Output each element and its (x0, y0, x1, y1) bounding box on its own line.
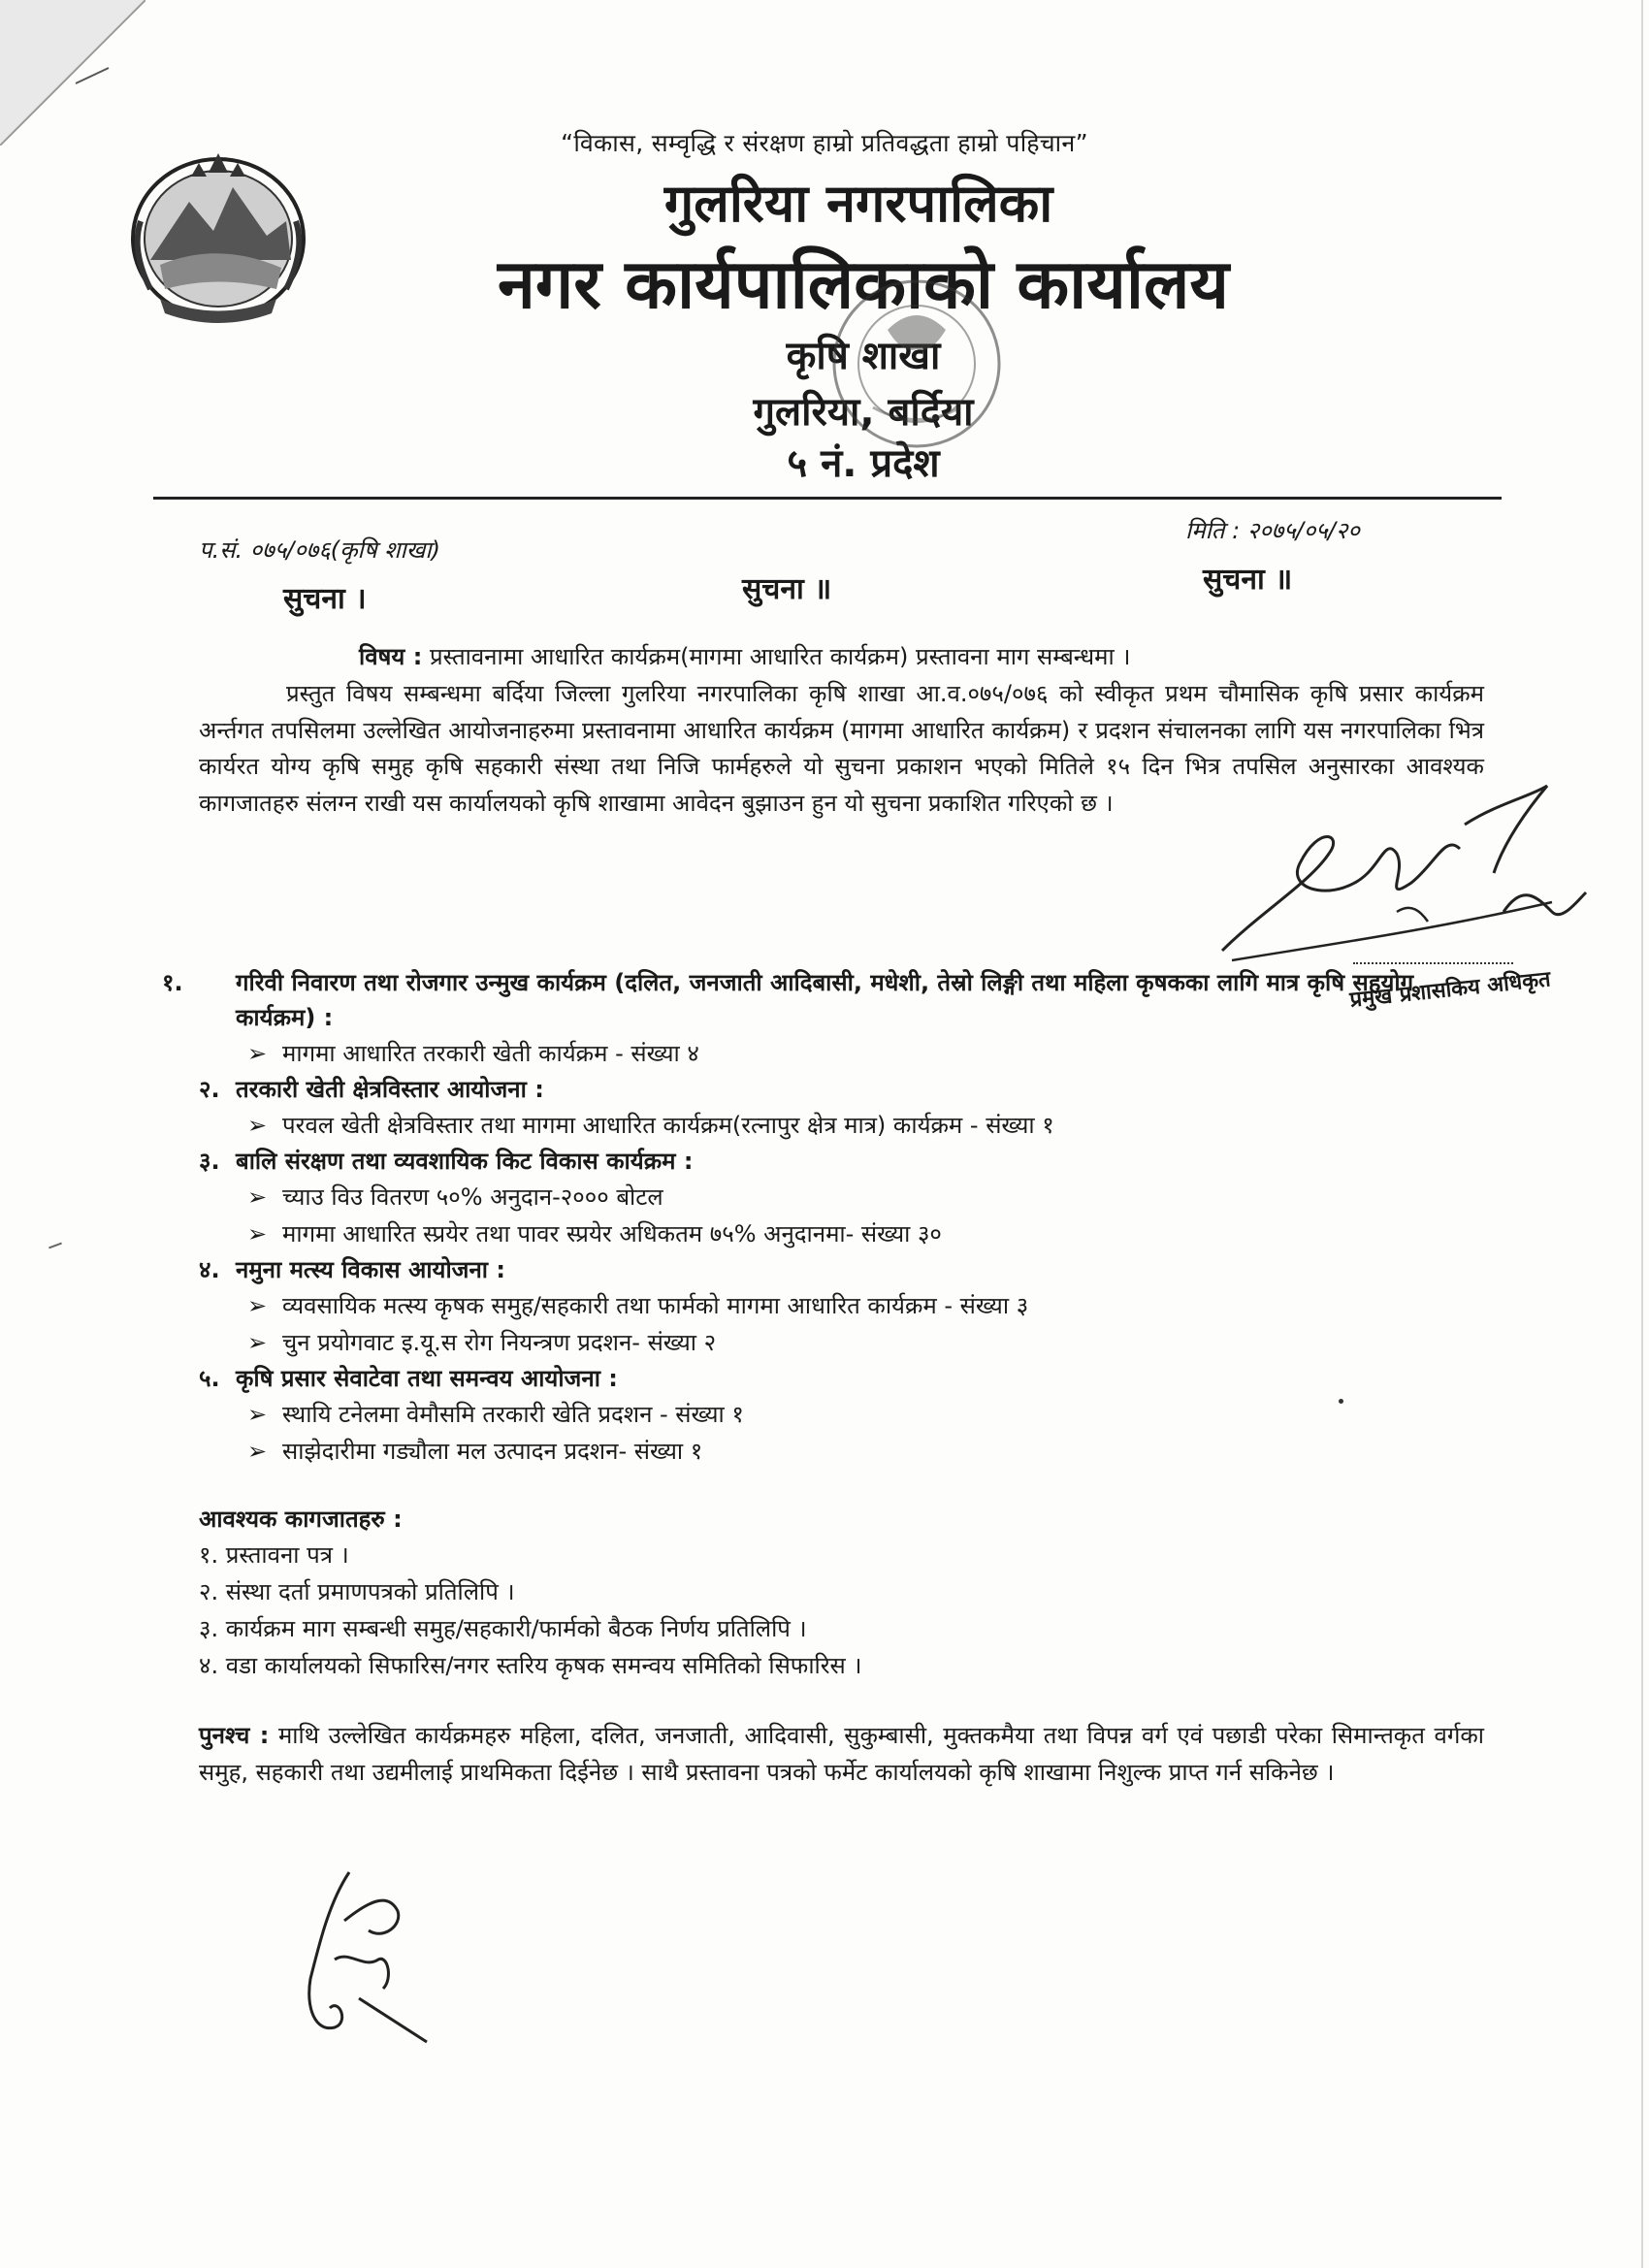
reference-number: प.सं. ०७५/०७६(कृषि शाखा) (199, 536, 440, 564)
program-heading (199, 1361, 1508, 1396)
arrow-bullet-icon: ➢ (247, 1040, 268, 1067)
program-title: कृषि प्रसार सेवाटेवा तथा समन्वय आयोजना : (236, 1365, 618, 1392)
program-item-text: परवल खेती क्षेत्रविस्तार तथा मागमा आधारित कार्यक्रम(रत्नापुर क्षेत्र मात्र) कार्यक्रम - संख्या १ (282, 1112, 1054, 1139)
program-item-text: मागमा आधारित तरकारी खेती कार्यक्रम - संख्या ४ (282, 1040, 699, 1067)
program-block (199, 1252, 1508, 1361)
postscript-text: माथि उल्लेखित कार्यक्रमहरु महिला, दलित, जनजाती, आदिवासी, सुकुम्बासी, मुक्तकमैया तथा विपन्न वर्ग एवं पछाडी परेका सिमान्तकृत वर्गका समुह, सहकारी तथा उद्यमीलाई प्राथमिकता दिईनेछ । साथै प्रस्तावना पत्रको फर्मेट कार्यालयको कृषि शाखामा निशुल्क प्राप्त गर्न सकिनेछ । (199, 1722, 1484, 1786)
program-title: बालि संरक्षण तथा व्यवशायिक किट विकास कार्यक्रम : (236, 1148, 694, 1175)
required-documents (199, 1502, 1508, 1684)
program-item (199, 1396, 1508, 1433)
program-item-text: चुन प्रयोगवाट इ.यू.स रोग नियन्त्रण प्रदशन- संख्या २ (282, 1329, 717, 1356)
program-item (199, 1035, 1508, 1072)
office-seal-stamp (815, 262, 1018, 466)
program-block (199, 1361, 1508, 1470)
office-name: नगर कार्यपालिकाको कार्यालय (497, 244, 1230, 324)
program-heading (199, 1072, 1508, 1107)
document-item: २. संस्था दर्ता प्रमाणपत्रको प्रतिलिपि । (199, 1578, 515, 1605)
program-block (162, 965, 1508, 1072)
program-heading (199, 1252, 1508, 1287)
program-item-text: स्थायि टनेलमा वेमौसमि तरकारी खेति प्रदशन - संख्या १ (282, 1401, 744, 1428)
program-block (199, 1072, 1508, 1144)
subject-text: प्रस्तावनामा आधारित कार्यक्रम(मागमा आधारित कार्यक्रम) प्रस्तावना माग सम्बन्धमा । (429, 643, 1131, 670)
subject-line (359, 640, 1130, 672)
arrow-bullet-icon: ➢ (247, 1401, 268, 1428)
arrow-bullet-icon: ➢ (247, 1292, 268, 1319)
documents-heading: आवश्यक कागजातहरु : (199, 1506, 403, 1533)
program-list (162, 965, 1508, 1470)
program-block (199, 1144, 1508, 1252)
handwritten-signature (1203, 766, 1591, 989)
program-item (199, 1287, 1508, 1324)
program-item-text: मागमा आधारित स्प्रयेर तथा पावर स्प्रयेर अधिकतम ७५% अनुदानमा- संख्या ३० (282, 1220, 942, 1247)
arrow-bullet-icon: ➢ (247, 1183, 268, 1211)
document-item: १. प्रस्तावना पत्र । (199, 1541, 349, 1569)
issue-date: मिति : २०७५/०५/२० (1185, 517, 1360, 544)
postscript-label: पुनश्च : (199, 1722, 270, 1749)
program-item-text: च्याउ विउ वितरण ५०% अनुदान-२००० बोटल (282, 1183, 663, 1211)
header-divider (153, 497, 1502, 500)
program-number: ५. (199, 1365, 220, 1392)
program-title: तरकारी खेती क्षेत्रविस्तार आयोजना : (236, 1076, 544, 1103)
program-title: गरिवी निवारण तथा रोजगार उन्मुख कार्यक्रम (दलित, जनजाती आदिबासी, मधेशी, तेस्रो लिङ्गी तथा महिला कृषकका लागि मात्र कृषि सहयोग कार्यक्रम) : (236, 969, 1414, 1031)
notice-label-left: सुचना । (283, 582, 367, 616)
initials-signature (291, 1863, 446, 2047)
body-paragraph: प्रस्तुत विषय सम्बन्धमा बर्दिया जिल्ला गुलरिया नगरपालिका कृषि शाखा आ.व.०७५/०७६ को स्वीकृत प्रथम चौमासिक कृषि प्रसार कार्यक्रम अर्न्तगत तपसिलमा उल्लेखित आयोजनाहरुमा प्रस्तावनामा आधारित कार्यक्रम (मागमा आधारित कार्यक्रम) र प्रदशन संचालनका लागि यस नगरपालिका भित्र कार्यरत योग्य कृषि समुह कृषि सहकारी संस्था तथा निजि फार्महरुले यो सुचना प्रकाशन भएको मितिले १५ दिन भित्र तपसिल अनुसारका आवश्यक कागजातहरु संलग्न राखी यस कार्यालयको कृषि शाखामा आवेदन बुझाउन हुन यो सुचना प्रकाशित गरिएको छ । (199, 680, 1484, 817)
notice-label-right: सुचना ॥ (1203, 563, 1293, 597)
program-item-text: साझेदारीमा गड्यौला मल उत्पादन प्रदशन- संख्या १ (282, 1438, 703, 1465)
scan-mark (48, 1243, 62, 1249)
program-item (199, 1179, 1508, 1215)
arrow-bullet-icon: ➢ (247, 1329, 268, 1356)
postscript (199, 1717, 1484, 1791)
arrow-bullet-icon: ➢ (247, 1438, 268, 1465)
arrow-bullet-icon: ➢ (247, 1220, 268, 1247)
signatory-title: प्रमुख प्रशासकिय अधिकृत (1348, 967, 1552, 1013)
municipality-name: गुलरिया नगरपालिका (663, 173, 1053, 234)
program-number: २. (199, 1076, 220, 1103)
folded-corner (0, 0, 146, 146)
ink-dot (1339, 1399, 1343, 1404)
document-item: ३. कार्यक्रम माग सम्बन्धी समुह/सहकारी/फार्मको बैठक निर्णय प्रतिलिपि । (199, 1615, 807, 1642)
subject-label: विषय : (359, 643, 423, 670)
program-item (199, 1215, 1508, 1252)
notice-label-center: सुचना ॥ (742, 572, 832, 606)
program-item (199, 1324, 1508, 1361)
motto: “विकास, सम्वृद्धि र संरक्षण हाम्रो प्रतिवद्धता हाम्रो पहिचान” (561, 129, 1088, 157)
program-item (199, 1107, 1508, 1144)
program-heading (162, 965, 1477, 1035)
program-number: ४. (199, 1256, 220, 1283)
province-name: ५ नं. प्रदेश (787, 441, 940, 486)
program-item (199, 1433, 1508, 1470)
program-heading (199, 1144, 1508, 1179)
program-number: १. (162, 969, 183, 996)
program-number: ३. (199, 1148, 220, 1175)
program-item-text: व्यवसायिक मत्स्य कृषक समुह/सहकारी तथा फार्मको मागमा आधारित कार्यक्रम - संख्या ३ (282, 1292, 1029, 1319)
program-title: नमुना मत्स्य विकास आयोजना : (236, 1256, 505, 1283)
arrow-bullet-icon: ➢ (247, 1112, 268, 1139)
document-item: ४. वडा कार्यालयको सिफारिस/नगर स्तरिय कृषक समन्वय समितिको सिफारिस । (199, 1652, 862, 1679)
office-location: गुलरिया, बर्दिया (753, 390, 974, 435)
branch-name: कृषि शाखा (786, 334, 941, 378)
signature-dotted-line (1353, 962, 1513, 964)
